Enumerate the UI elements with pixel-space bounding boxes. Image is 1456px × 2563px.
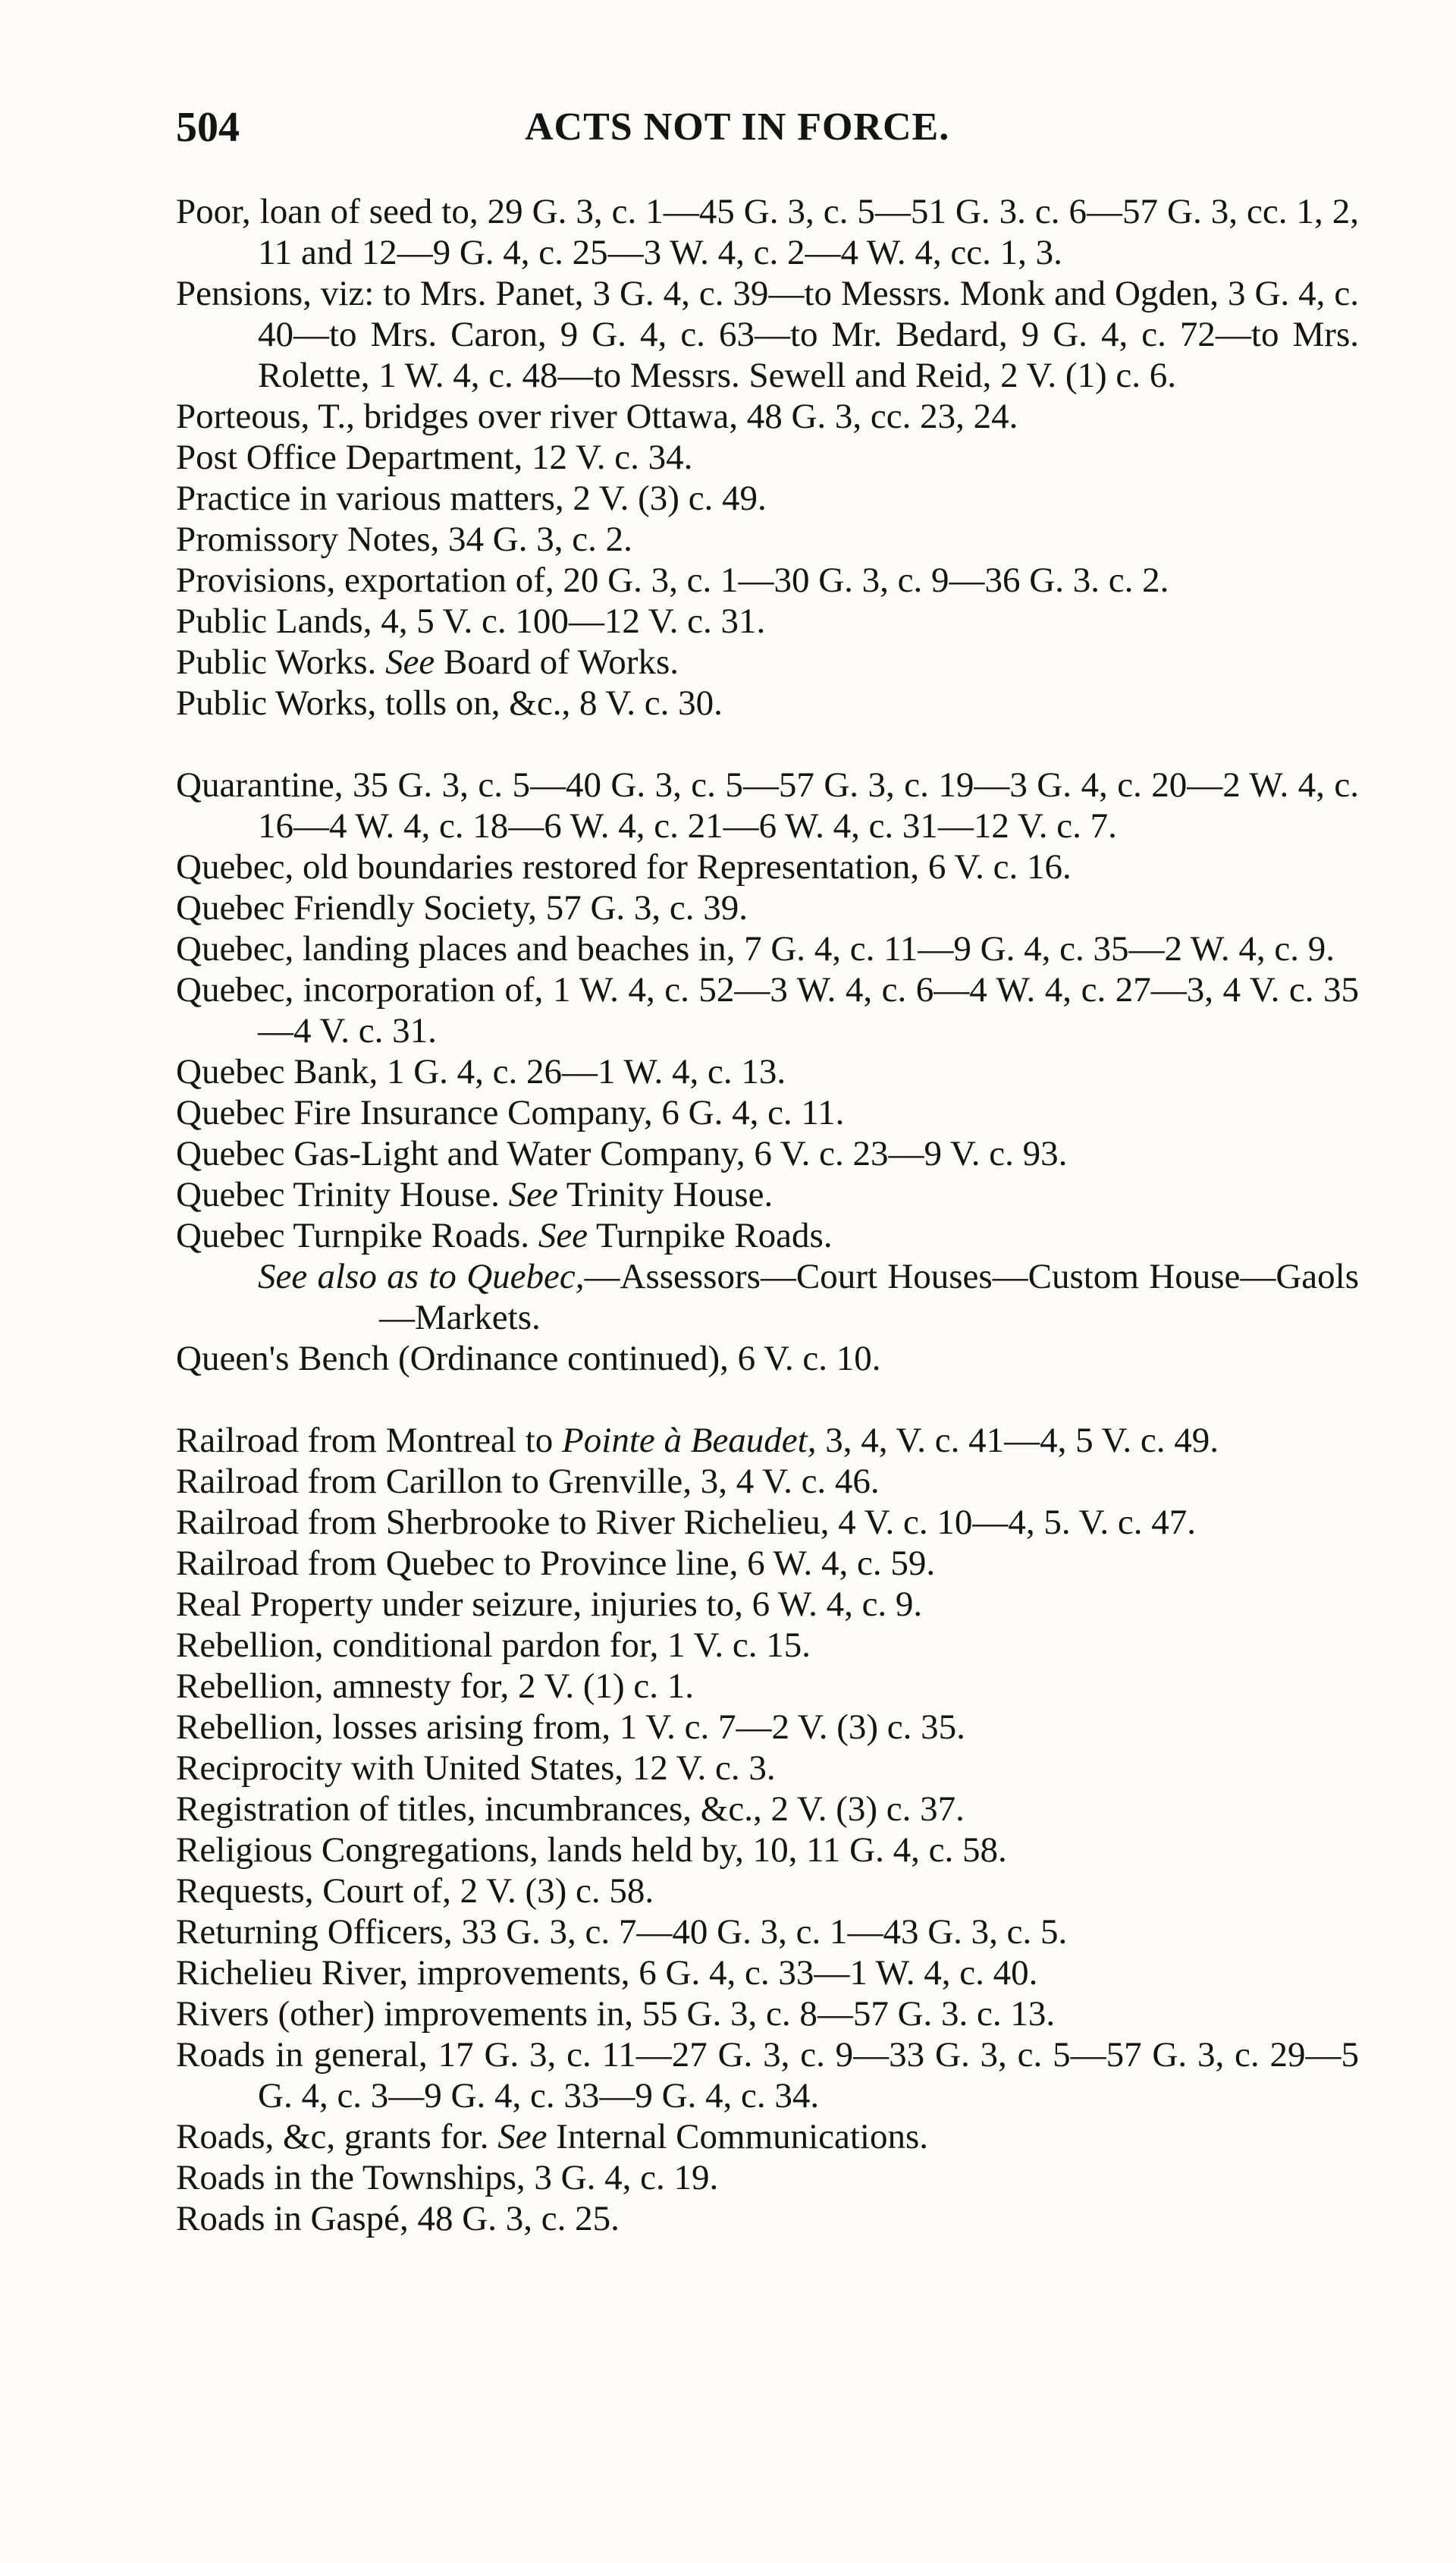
entry-text: Roads in Gaspé, 48 G. 3, c. 25. <box>176 2199 620 2238</box>
index-entry <box>176 1461 1359 1502</box>
index-entry <box>176 1870 1359 1911</box>
index-entry <box>176 1789 1359 1830</box>
entry-text: Porteous, T., bridges over river Ottawa, 48 G. 3, cc. 23, 24. <box>176 397 1018 436</box>
index-body <box>176 191 1359 2239</box>
entry-text: Post Office Department, 12 V. c. 34. <box>176 438 693 477</box>
entry-text: Rebellion, conditional pardon for, 1 V. c. 15. <box>176 1625 811 1665</box>
index-entry <box>176 2198 1359 2239</box>
entry-text: Roads, &c, grants for. <box>176 2117 498 2156</box>
see-also-entry <box>176 1256 1359 1338</box>
entry-text: Pensions, viz: to Mrs. Panet, 3 G. 4, c. 39—to Messrs. Monk and Ogden, 3 G. 4, c. 40—to Mrs. Caron, 9 G. 4, c. 63—to Mr. Bedard, 9 G. 4, c. 72—to Mrs. Rolette, 1 W. 4, c. 48—to Messrs. Sewell and Reid, 2 V. (1) c. 6. <box>176 274 1359 395</box>
entry-text: Returning Officers, 33 G. 3, c. 7—40 G. 3, c. 1—43 G. 3, c. 5. <box>176 1912 1068 1952</box>
entry-text: Quebec, incorporation of, 1 W. 4, c. 52—3 W. 4, c. 6—4 W. 4, c. 27—3, 4 V. c. 35—4 V. c. 31. <box>176 970 1359 1051</box>
index-entry <box>176 969 1359 1051</box>
index-entry <box>176 1625 1359 1666</box>
entry-text: Internal Communications. <box>547 2117 929 2156</box>
index-entry <box>176 765 1359 846</box>
italic-text: See <box>538 1216 588 1255</box>
entry-text: Religious Congregations, lands held by, 10, 11 G. 4, c. 58. <box>176 1830 1007 1870</box>
index-entry <box>176 1051 1359 1092</box>
entry-text: Railroad from Carillon to Grenville, 3, 4 V. c. 46. <box>176 1462 880 1501</box>
entry-text: Promissory Notes, 34 G. 3, c. 2. <box>176 520 632 559</box>
entry-text: Quebec Turnpike Roads. <box>176 1216 538 1255</box>
index-entry <box>176 683 1359 724</box>
entry-text: Roads in general, 17 G. 3, c. 11—27 G. 3, c. 9—33 G. 3, c. 5—57 G. 3, c. 29—5 G. 4, c. 3—9 G. 4, c. 33—9 G. 4, c. 34. <box>176 2035 1359 2115</box>
index-entry <box>176 1092 1359 1133</box>
index-entry <box>176 1420 1359 1461</box>
index-entry <box>176 1133 1359 1174</box>
index-entry <box>176 1830 1359 1870</box>
entry-text: Railroad from Sherbrooke to River Richelieu, 4 V. c. 10—4, 5. V. c. 47. <box>176 1503 1196 1542</box>
index-entry <box>176 928 1359 969</box>
italic-text: Pointe à Beaudet, <box>562 1421 817 1460</box>
index-entry <box>176 2116 1359 2157</box>
entry-text: Quarantine, 35 G. 3, c. 5—40 G. 3, c. 5—57 G. 3, c. 19—3 G. 4, c. 20—2 W. 4, c. 16—4 W. 4, c. 18—6 W. 4, c. 21—6 W. 4, c. 31—12 V. c. 7. <box>176 765 1359 846</box>
index-entry <box>176 1911 1359 1952</box>
index-entry <box>176 846 1359 887</box>
entry-text: Real Property under seizure, injuries to, 6 W. 4, c. 9. <box>176 1585 923 1624</box>
entry-text: Quebec Fire Insurance Company, 6 G. 4, c. 11. <box>176 1093 845 1132</box>
entry-text: Rebellion, amnesty for, 2 V. (1) c. 1. <box>176 1666 694 1706</box>
italic-text: See <box>497 2117 548 2156</box>
index-section <box>176 191 1359 724</box>
entry-text: Reciprocity with United States, 12 V. c. 3. <box>176 1748 776 1788</box>
index-entry <box>176 519 1359 560</box>
entry-text: Quebec, old boundaries restored for Representation, 6 V. c. 16. <box>176 847 1072 887</box>
entry-text: Public Works. <box>176 642 386 682</box>
entry-text: Railroad from Montreal to <box>176 1421 563 1460</box>
index-section <box>176 765 1359 1379</box>
index-entry <box>176 1584 1359 1625</box>
running-title: ACTS NOT IN FORCE. <box>525 105 950 149</box>
index-entry <box>176 2034 1359 2116</box>
index-entry <box>176 1338 1359 1379</box>
page-number: 504 <box>176 104 240 151</box>
entry-text: —Assessors—Court Houses—Custom House—Gaols—Markets. <box>379 1257 1359 1337</box>
index-entry <box>176 1174 1359 1215</box>
page-header <box>176 97 1359 158</box>
entry-text: Requests, Court of, 2 V. (3) c. 58. <box>176 1871 654 1911</box>
index-entry <box>176 1666 1359 1707</box>
index-entry <box>176 478 1359 519</box>
entry-text: Public Works, tolls on, &c., 8 V. c. 30. <box>176 683 723 723</box>
entry-text: Practice in various matters, 2 V. (3) c. 49. <box>176 479 767 518</box>
index-entry <box>176 601 1359 642</box>
index-entry <box>176 1707 1359 1748</box>
entry-text: Public Lands, 4, 5 V. c. 100—12 V. c. 31. <box>176 601 766 641</box>
index-entry <box>176 642 1359 683</box>
index-section <box>176 1420 1359 2239</box>
entry-text: Queen's Bench (Ordinance continued), 6 V. c. 10. <box>176 1339 881 1378</box>
index-entry <box>176 1502 1359 1543</box>
entry-text: Railroad from Quebec to Province line, 6 W. 4, c. 59. <box>176 1544 936 1583</box>
index-entry <box>176 396 1359 437</box>
index-entry <box>176 1748 1359 1789</box>
entry-text: Poor, loan of seed to, 29 G. 3, c. 1—45 G. 3, c. 5—51 G. 3. c. 6—57 G. 3, cc. 1, 2, 11 and 12—9 G. 4, c. 25—3 W. 4, c. 2—4 W. 4, cc. 1, 3. <box>176 192 1359 272</box>
index-entry <box>176 273 1359 396</box>
italic-text: See also as to Quebec, <box>258 1257 585 1296</box>
index-entry <box>176 1215 1359 1256</box>
entry-text: Roads in the Townships, 3 G. 4, c. 19. <box>176 2158 719 2197</box>
index-entry <box>176 1993 1359 2034</box>
entry-text: 3, 4, V. c. 41—4, 5 V. c. 49. <box>816 1421 1219 1460</box>
index-entry <box>176 887 1359 928</box>
entry-text: Quebec Bank, 1 G. 4, c. 26—1 W. 4, c. 13. <box>176 1052 786 1091</box>
index-entry <box>176 2157 1359 2198</box>
index-entry <box>176 1543 1359 1584</box>
index-entry <box>176 560 1359 601</box>
index-entry <box>176 191 1359 273</box>
entry-text: Quebec Trinity House. <box>176 1175 509 1214</box>
italic-text: See <box>385 642 435 682</box>
index-entry <box>176 437 1359 478</box>
entry-text: Registration of titles, incumbrances, &c., 2 V. (3) c. 37. <box>176 1789 965 1829</box>
entry-text: Quebec Gas-Light and Water Company, 6 V. c. 23—9 V. c. 93. <box>176 1134 1068 1173</box>
entry-text: Trinity House. <box>557 1175 774 1214</box>
entry-text: Quebec Friendly Society, 57 G. 3, c. 39. <box>176 888 748 928</box>
entry-text: Rebellion, losses arising from, 1 V. c. 7—2 V. (3) c. 35. <box>176 1707 965 1747</box>
italic-text: See <box>508 1175 558 1214</box>
entry-text: Board of Works. <box>435 642 679 682</box>
entry-text: Rivers (other) improvements in, 55 G. 3, c. 8—57 G. 3. c. 13. <box>176 1994 1056 2034</box>
entry-text: Quebec, landing places and beaches in, 7 G. 4, c. 11—9 G. 4, c. 35—2 W. 4, c. 9. <box>176 929 1335 969</box>
entry-text: Provisions, exportation of, 20 G. 3, c. 1—30 G. 3, c. 9—36 G. 3. c. 2. <box>176 561 1169 600</box>
index-entry <box>176 1952 1359 1993</box>
entry-text: Richelieu River, improvements, 6 G. 4, c. 33—1 W. 4, c. 40. <box>176 1953 1038 1993</box>
entry-text: Turnpike Roads. <box>588 1216 833 1255</box>
